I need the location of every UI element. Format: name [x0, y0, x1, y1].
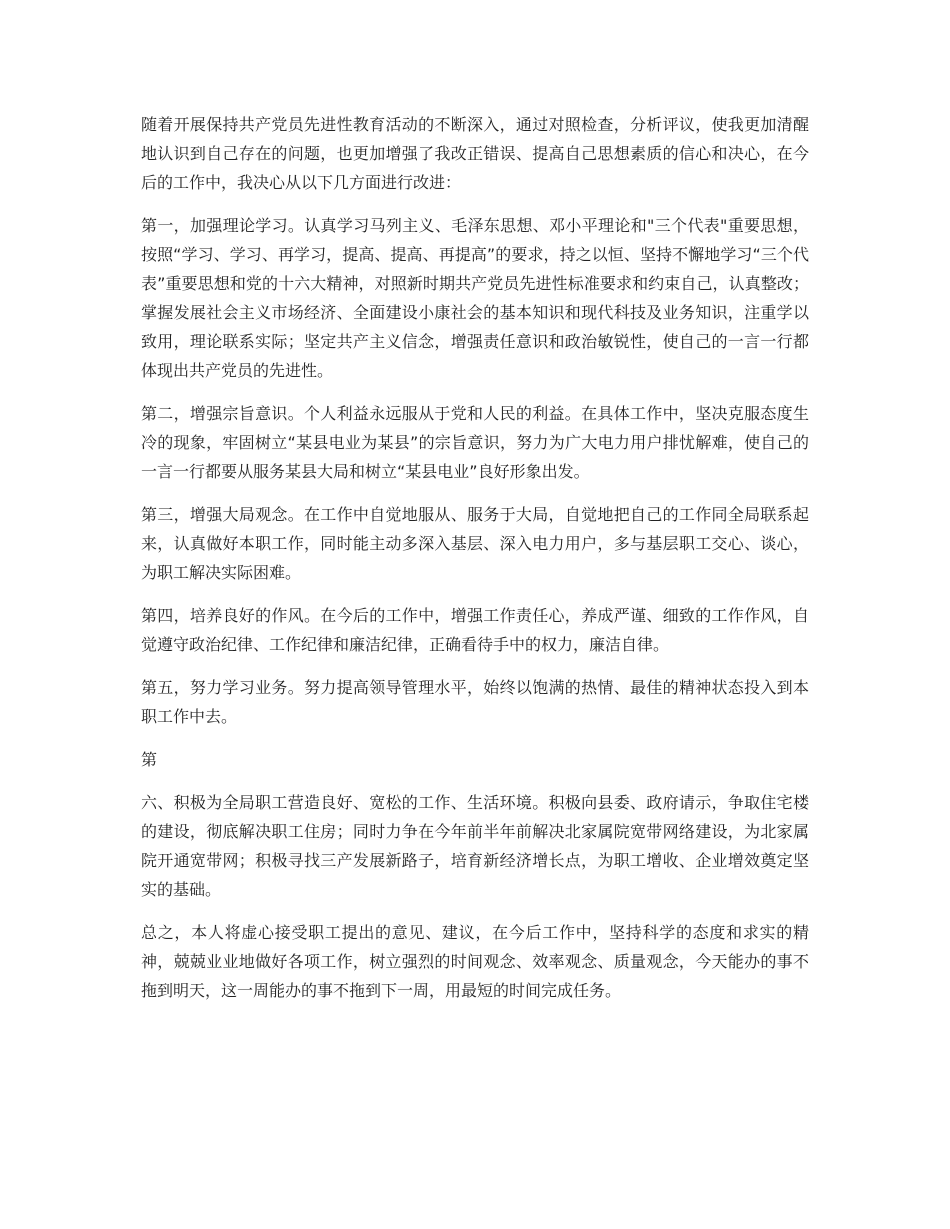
point-one-paragraph: 第一，加强理论学习。认真学习马列主义、毛泽东思想、邓小平理论和"三个代表"重要思想，按照“学习、学习、再学习，提高、提高、再提高”的要求，持之以恒、坚持不懈地学习“三个代表”重要思想和党的十六大精神，对照新时期共产党员先进性标准要求和约束自己，认真整改；掌握发展社会主义市场经济、全面建设小康社会的基本知识和现代科技及业务知识，注重学以致用，理论联系实际；坚定共产主义信念，增强责任意识和政治敏锐性，使自己的一言一行都体现出共产党员的先进性。 — [141, 216, 809, 380]
point-six-label: 第 — [141, 750, 158, 769]
point-two-paragraph: 第二，增强宗旨意识。个人利益永远服从于党和人民的利益。在具体工作中，坚决克服态度生冷的现象，牢固树立“某县电业为某县”的宗旨意识，努力为广大电力用户排忧解难，使自己的一言一行都要从服务某县大局和树立“某县电业”良好形象出发。 — [141, 404, 809, 481]
point-six-paragraph: 六、积极为全局职工营造良好、宽松的工作、生活环境。积极向县委、政府请示，争取住宅楼的建设，彻底解决职工住房；同时力争在今年前半年前解决北家属院宽带网络建设，为北家属院开通宽带网；积极寻找三产发展新路子，培育新经济增长点，为职工增收、企业增效奠定坚实的基础。 — [141, 793, 809, 899]
point-five-paragraph: 第五，努力学习业务。努力提高领导管理水平，始终以饱满的热情、最佳的精神状态投入到本职工作中去。 — [141, 678, 809, 726]
point-three-paragraph: 第三，增强大局观念。在工作中自觉地服从、服务于大局，自觉地把自己的工作同全局联系起来，认真做好本职工作，同时能主动多深入基层、深入电力用户，多与基层职工交心、谈心，为职工解决实际困难。 — [141, 505, 809, 582]
intro-paragraph: 随着开展保持共产党员先进性教育活动的不断深入，通过对照检查，分析评议，使我更加清醒地认识到自己存在的问题，也更加增强了我改正错误、提高自己思想素质的信心和决心，在今后的工作中，我决心从以下几方面进行改进： — [141, 115, 809, 192]
document-body — [141, 110, 809, 1019]
point-four-paragraph: 第四，培养良好的作风。在今后的工作中，增强工作责任心，养成严谨、细致的工作作风，自觉遵守政治纪律、工作纪律和廉洁纪律，正确看待手中的权力，廉洁自律。 — [141, 606, 809, 654]
conclusion-paragraph: 总之，本人将虚心接受职工提出的意见、建议，在今后工作中，坚持科学的态度和求实的精神，兢兢业业地做好各项工作，树立强烈的时间观念、效率观念、质量观念，今天能办的事不拖到明天，这一周能办的事不拖到下一周，用最短的时间完成任务。 — [141, 923, 809, 1000]
